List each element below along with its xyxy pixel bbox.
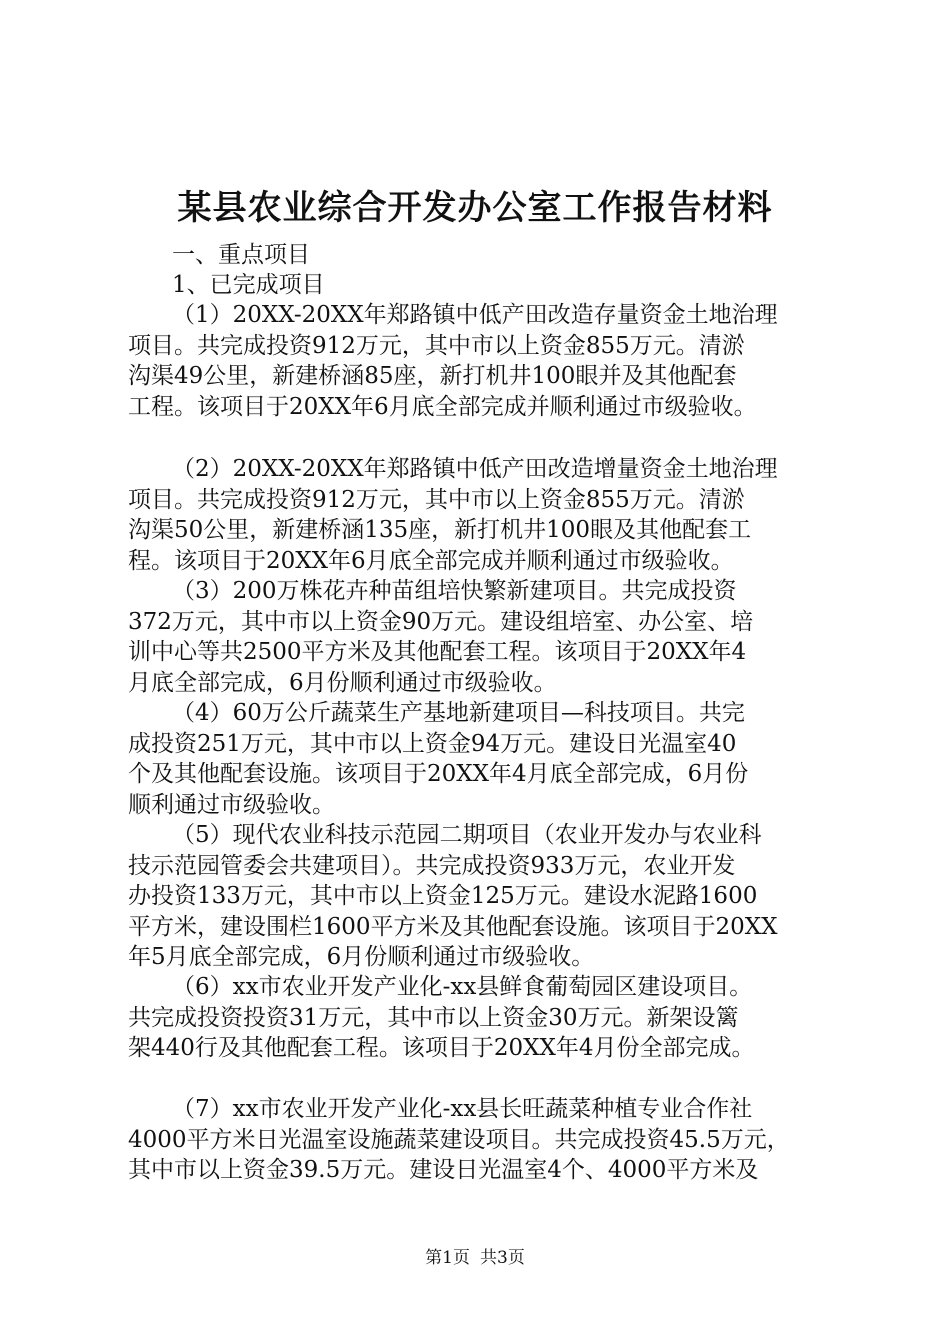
paragraph-line: 架440行及其他配套工程。该项目于20XX年4月份全部完成。 bbox=[128, 1035, 755, 1061]
paragraph-line: 项目。共完成投资912万元，其中市以上资金855万元。清淤 bbox=[128, 332, 745, 359]
paragraph-line: （5）现代农业科技示范园二期项目（农业开发办与农业科 bbox=[172, 822, 762, 848]
paragraph-4 bbox=[128, 698, 832, 820]
paragraph-line: 其中市以上资金39.5万元。建设日光温室4个、4000平方米及 bbox=[128, 1157, 759, 1183]
page-number: 第1页 bbox=[425, 1248, 470, 1268]
paragraph-line: 办投资133万元，其中市以上资金125万元。建设水泥路1600 bbox=[128, 883, 758, 909]
paragraph-line: 372万元，其中市以上资金90万元。建设组培室、办公室、培 bbox=[128, 608, 754, 635]
paragraph-line: 个及其他配套设施。该项目于20XX年4月底全部完成，6月份 bbox=[128, 761, 749, 787]
subsection-heading: 1、已完成项目 bbox=[172, 272, 325, 298]
paragraph-line: （1）20XX-20XX年郑路镇中低产田改造存量资金土地治理 bbox=[172, 302, 778, 328]
paragraph-7 bbox=[128, 1094, 832, 1186]
paragraph-line: 平方米，建设围栏1600平方米及其他配套设施。该项目于20XX bbox=[128, 913, 778, 940]
paragraph-line: （4）60万公斤蔬菜生产基地新建项目—科技项目。共完 bbox=[172, 700, 745, 726]
paragraph-line: 月底全部完成，6月份顺利通过市级验收。 bbox=[128, 669, 557, 696]
paragraph-line: 顺利通过市级验收。 bbox=[128, 791, 335, 818]
paragraph-line: 工程。该项目于20XX年6月底全部完成并顺利通过市级验收。 bbox=[128, 393, 757, 420]
paragraph-line: 训中心等共2500平方米及其他配套工程。该项目于20XX年4 bbox=[128, 639, 747, 665]
paragraph-line: （6）xx市农业开发产业化-xx县鲜食葡萄园区建设项目。 bbox=[172, 974, 753, 1000]
page-total: 共3页 bbox=[480, 1248, 525, 1268]
paragraph-line: 沟渠49公里，新建桥涵85座，新打机井100眼并及其他配套 bbox=[128, 363, 737, 389]
paragraph-line: 沟渠50公里，新建桥涵135座，新打机井100眼及其他配套工 bbox=[128, 517, 752, 543]
paragraph-line: （7）xx市农业开发产业化-xx县长旺蔬菜种植专业合作社 bbox=[172, 1096, 753, 1122]
section-heading: 一、重点项目 bbox=[172, 242, 310, 268]
paragraph-line: 成投资251万元，其中市以上资金94万元。建设日光温室40 bbox=[128, 730, 737, 757]
paragraph-line: 4000平方米日光温室设施蔬菜建设项目。共完成投资45.5万元， bbox=[128, 1126, 790, 1153]
page-footer bbox=[0, 1246, 950, 1270]
paragraph-line: 年5月底全部完成，6月份顺利通过市级验收。 bbox=[128, 944, 595, 970]
paragraph-line: 技示范园管委会共建项目）。共完成投资933万元，农业开发 bbox=[128, 852, 736, 879]
paragraph-1 bbox=[128, 300, 832, 422]
paragraph-line: （3）200万株花卉种苗组培快繁新建项目。共完成投资 bbox=[172, 578, 737, 604]
paragraph-5 bbox=[128, 820, 832, 973]
paragraph-line: 共完成投资投资31万元，其中市以上资金30万元。新架设篱 bbox=[128, 1004, 739, 1031]
paragraph-line: 项目。共完成投资912万元，其中市以上资金855万元。清淤 bbox=[128, 486, 745, 513]
paragraph-line: （2）20XX-20XX年郑路镇中低产田改造增量资金土地治理 bbox=[172, 456, 778, 482]
paragraph-2 bbox=[128, 454, 832, 576]
paragraph-6 bbox=[128, 972, 832, 1064]
paragraph-3 bbox=[128, 576, 832, 698]
document-title: 某县农业综合开发办公室工作报告材料 bbox=[177, 188, 773, 228]
paragraph-line: 程。该项目于20XX年6月底全部完成并顺利通过市级验收。 bbox=[128, 547, 734, 574]
